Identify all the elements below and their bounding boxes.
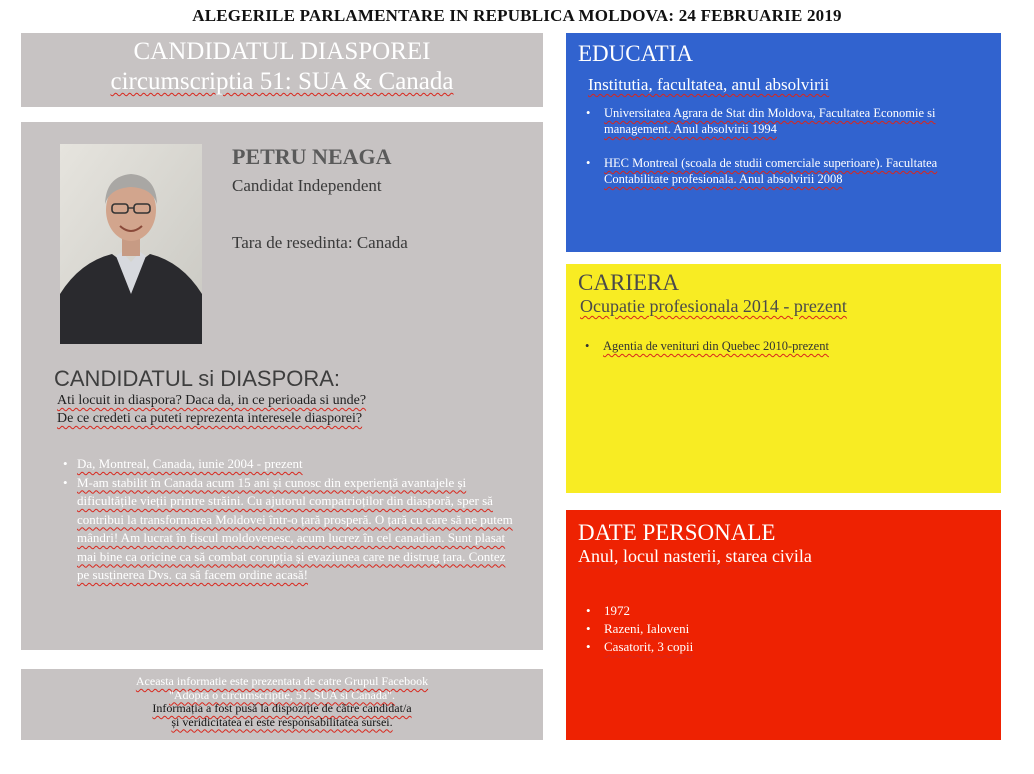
list-item: • 1972 [586,602,986,620]
page-title: ALEGERILE PARLAMENTARE IN REPUBLICA MOLDOVA: 24 FEBRUARIE 2019 [192,6,842,25]
diaspora-heading: CANDIDATUL si DIASPORA: [54,366,341,391]
diaspora-answers [55,455,515,585]
candidate-photo [60,144,202,344]
list-item: • M-am stabilit în Canada acum 15 ani și cunosc din experiență avantajele și dificultățile vieții printre străini. Cu ajutorul compatrioților din diasporă, sper să contribui la transformarea Moldovei într-o țară prosperă. O țară cu care să ne putem mândri! Am lucrat în fiscul moldovenesc, acum lucrez în cel canadian. Sunt plasat mai bine ca oricine ca să combat corupția și evaziunea care ne distrug țara. Contez pe susținerea Dvs. ca să facem ordine acasă! [63,474,515,585]
list-item: • Agentia de venituri din Quebec 2010-prezent [585,338,985,354]
candidate-name: PETRU NEAGA [232,144,392,169]
list-item: • Da, Montreal, Canada, iunie 2004 - prezent [63,455,515,474]
source-note-line4: și veridicitatea ei este responsabilitatea sursei. [171,714,393,729]
career-title: CARIERA [578,270,679,295]
candidate-banner [21,33,543,107]
source-note [21,669,543,740]
list-item: • HEC Montreal (scoala de studii comerciale superioare). Facultatea Contabilitate profesionala. Anul absolvirii 2008 [586,155,986,187]
career-list [585,338,985,354]
personal-title: DATE PERSONALE [578,520,776,545]
diaspora-question-2: De ce credeti ca puteti reprezenta interesele diasporei? [57,411,363,426]
candidate-status: Candidat Independent [232,176,382,195]
list-item: • Razeni, Ialoveni [586,620,986,638]
portrait-image [60,144,202,344]
list-item: • Casatorit, 3 copii [586,638,986,656]
candidate-residence: Tara de resedinta: Canada [232,233,408,252]
diaspora-question-1: Ati locuit in diaspora? Daca da, in ce perioada si unde? [57,393,367,408]
career-section [566,264,1001,493]
personal-section [566,510,1001,740]
candidate-panel [21,122,543,650]
banner-line1: CANDIDATUL DIASPOREI [133,38,431,65]
source-note-line2: "Adopta o circumscriptie, 51. SUA si Canada". [168,687,396,702]
education-title: EDUCATIA [578,41,693,66]
career-subtitle: Ocupatie profesionala 2014 - prezent [580,296,847,316]
education-list [586,105,986,187]
source-note-line1: Aceasta informatie este prezentata de catre Grupul Facebook [135,674,429,688]
education-subtitle: Institutia, facultatea, anul absolvirii [588,75,830,94]
banner-line2: circumscriptia 51: SUA & Canada [110,68,454,95]
source-note-line3: Informația a fost pusă la dispoziție de către candidat/a [152,701,412,715]
list-item: • Universitatea Agrara de Stat din Moldova, Facultatea Economie si management. Anul absolvirii 1994 [586,105,986,137]
personal-subtitle: Anul, locul nasterii, starea civila [578,546,812,566]
education-section [566,33,1001,252]
personal-list [586,602,986,656]
